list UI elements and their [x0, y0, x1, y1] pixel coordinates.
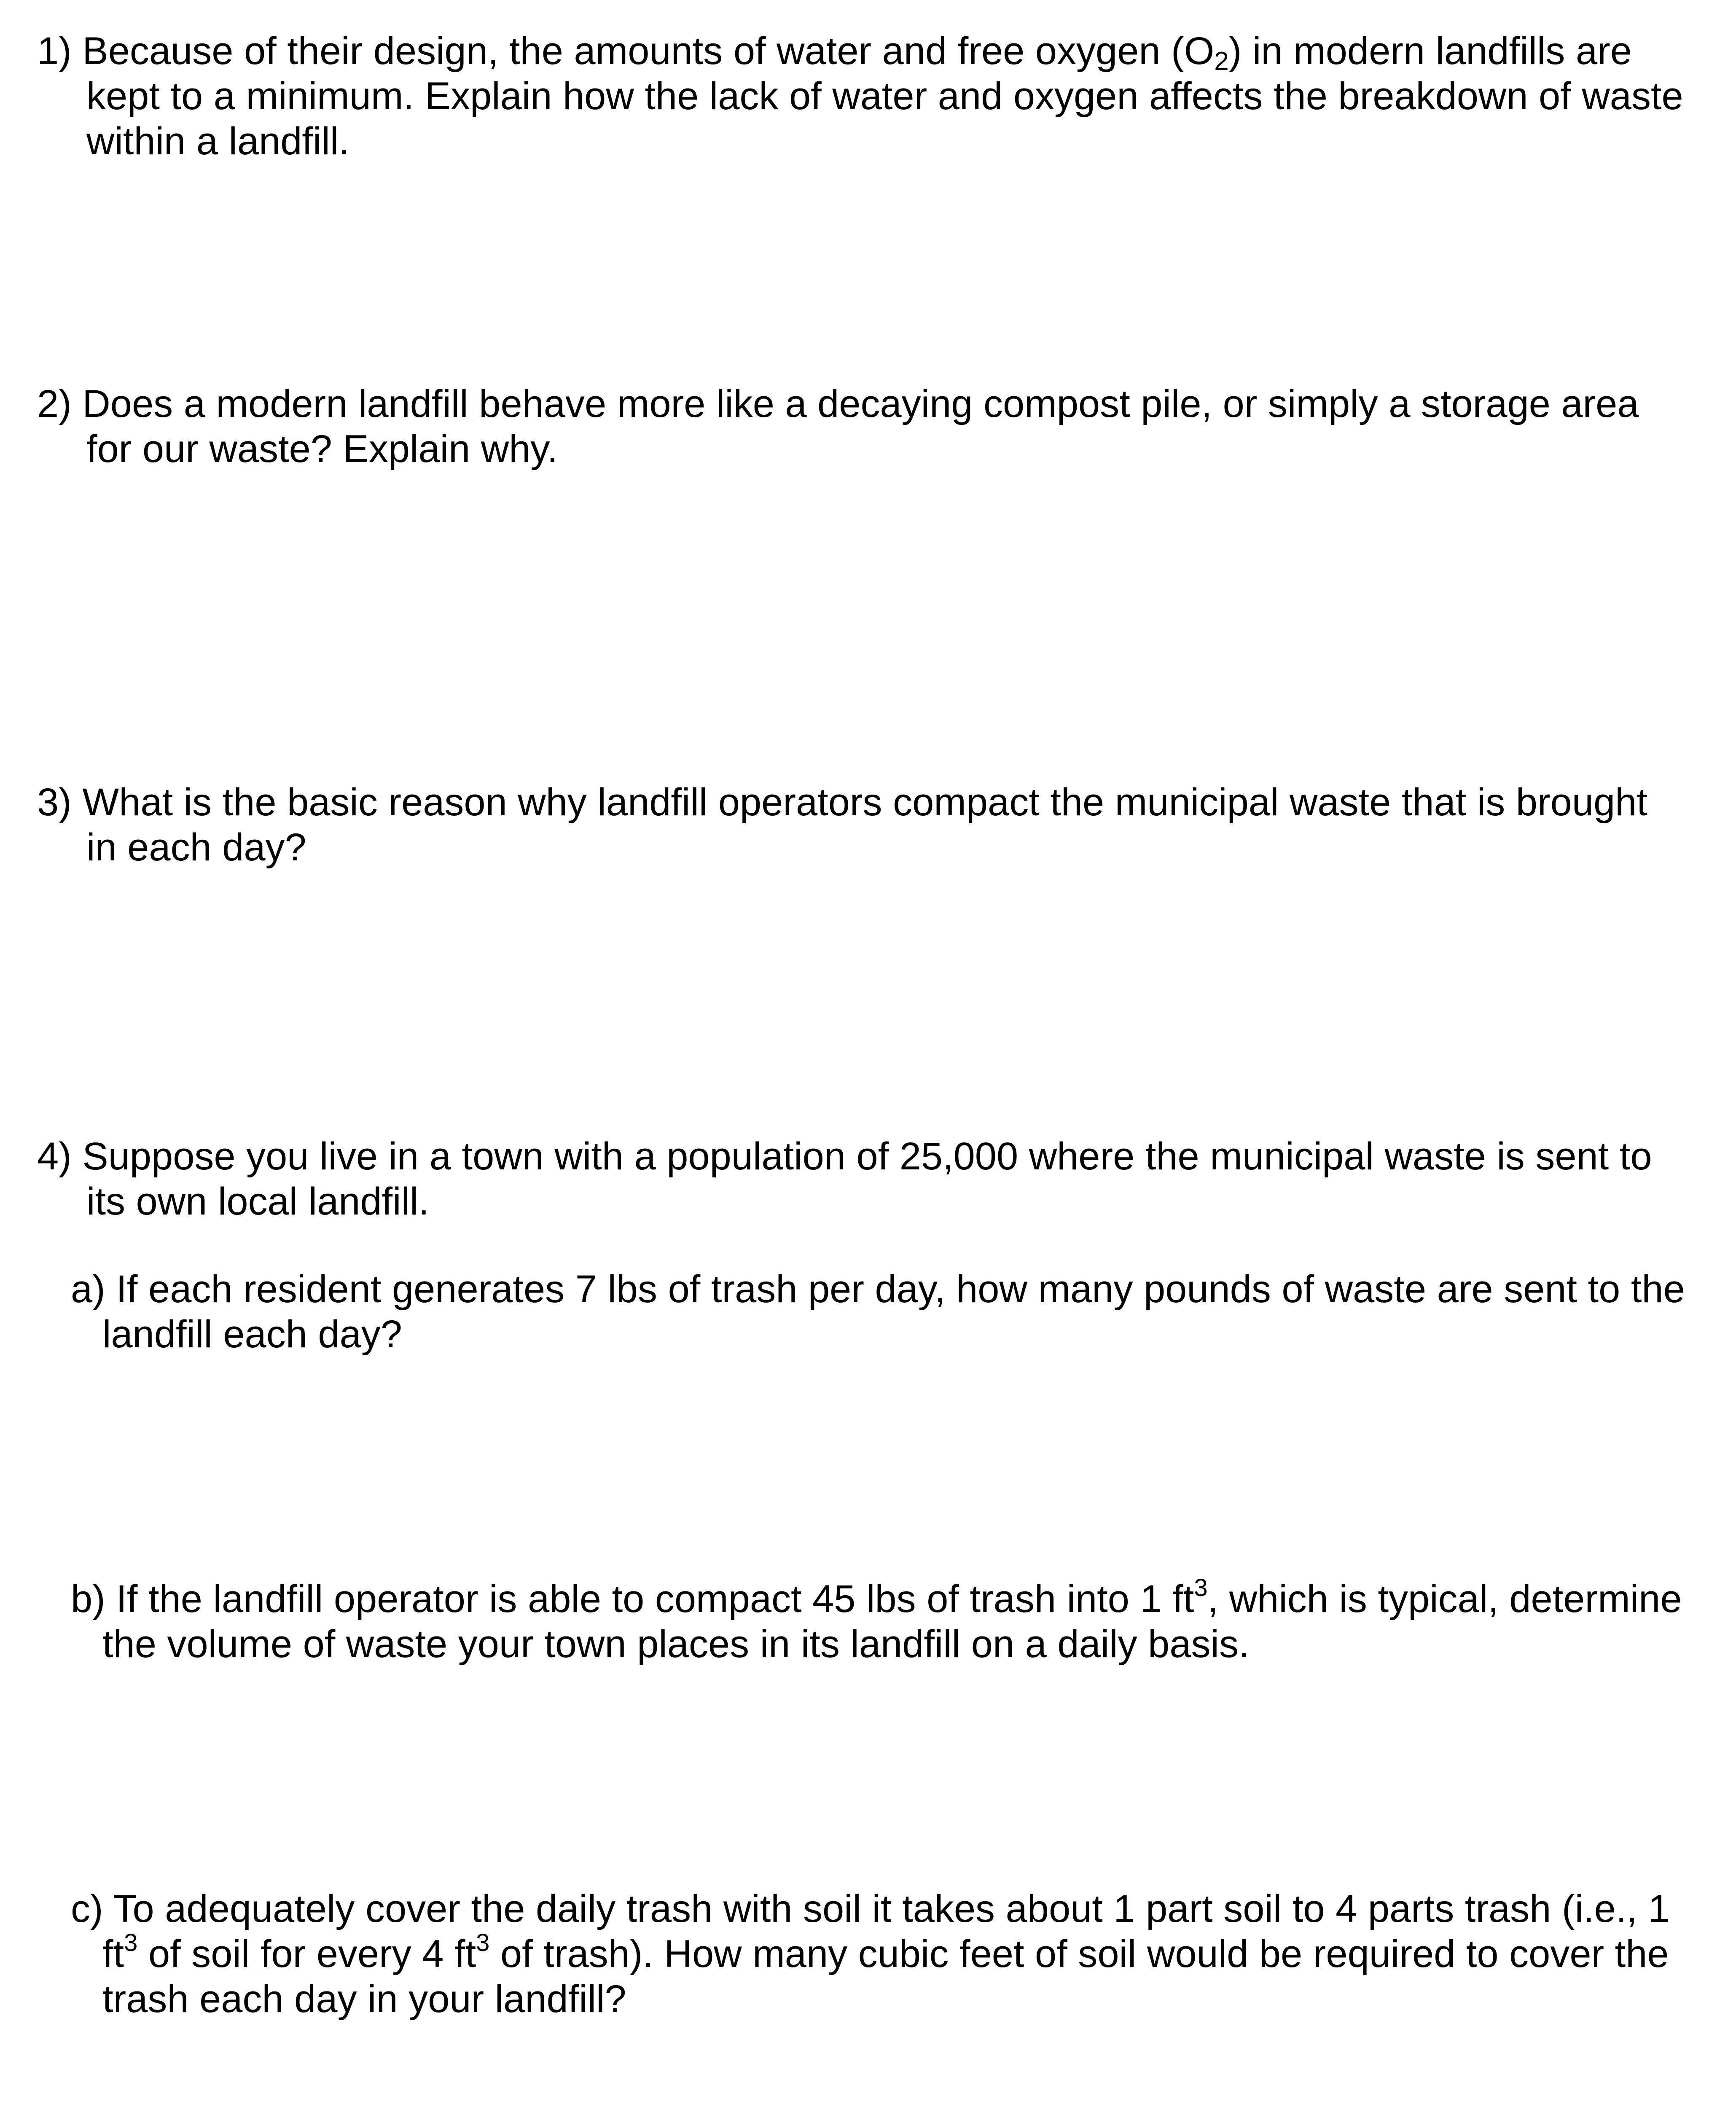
question-1-line-2: kept to a minimum. Explain how the lack of water and oxygen affects the breakdown of waste — [86, 75, 1683, 118]
question-4b-line-2: the volume of waste your town places in its landfill on a daily basis. — [102, 1623, 1250, 1666]
superscript-3: 3 — [476, 1929, 490, 1956]
question-4c-line-3: trash each day in your landfill? — [102, 1978, 626, 2021]
question-1 — [37, 29, 1683, 164]
question-4b-line-1: b) If the landfill operator is able to compact 45 lbs of trash into 1 $ft^3$, which is typical, determine — [71, 1574, 1682, 1620]
question-4c — [71, 1886, 1670, 2022]
question-4c-line-2: $ft^3$ of soil for every 4 $ft^3$ of trash). How many cubic feet of soil would be required to cover the — [102, 1929, 1669, 1975]
superscript-3: 3 — [124, 1929, 138, 1956]
question-2-line-2: for our waste? Explain why. — [86, 427, 558, 470]
question-3 — [37, 780, 1647, 870]
question-4 — [37, 1134, 1652, 1224]
question-3-line-2: in each day? — [86, 826, 306, 869]
subscript-2: 2 — [1214, 47, 1229, 76]
question-1-line-1: 1) Because of their design, the amounts of water and free oxygen $(O_2)$ in modern landfills are — [37, 30, 1632, 76]
question-4-line-2: its own local landfill. — [86, 1180, 430, 1223]
question-1-line-3: within a landfill. — [86, 120, 349, 163]
question-2 — [37, 382, 1639, 472]
question-4b — [71, 1574, 1682, 1667]
question-4c-line-1: c) To adequately cover the daily trash with soil it takes about 1 part soil to 4 parts trash (i.e., 1 — [71, 1887, 1670, 1930]
question-2-line-1: 2) Does a modern landfill behave more like a decaying compost pile, or simply a storage area — [37, 382, 1639, 425]
question-4a-line-2: landfill each day? — [102, 1313, 402, 1356]
question-4-line-1: 4) Suppose you live in a town with a population of 25,000 where the municipal waste is sent to — [37, 1135, 1652, 1178]
question-4a-line-1: a) If each resident generates 7 lbs of trash per day, how many pounds of waste are sent to the — [71, 1268, 1685, 1311]
question-3-line-1: 3) What is the basic reason why landfill operators compact the municipal waste that is brought — [37, 781, 1647, 824]
question-4a — [71, 1267, 1685, 1357]
superscript-3: 3 — [1194, 1574, 1208, 1602]
